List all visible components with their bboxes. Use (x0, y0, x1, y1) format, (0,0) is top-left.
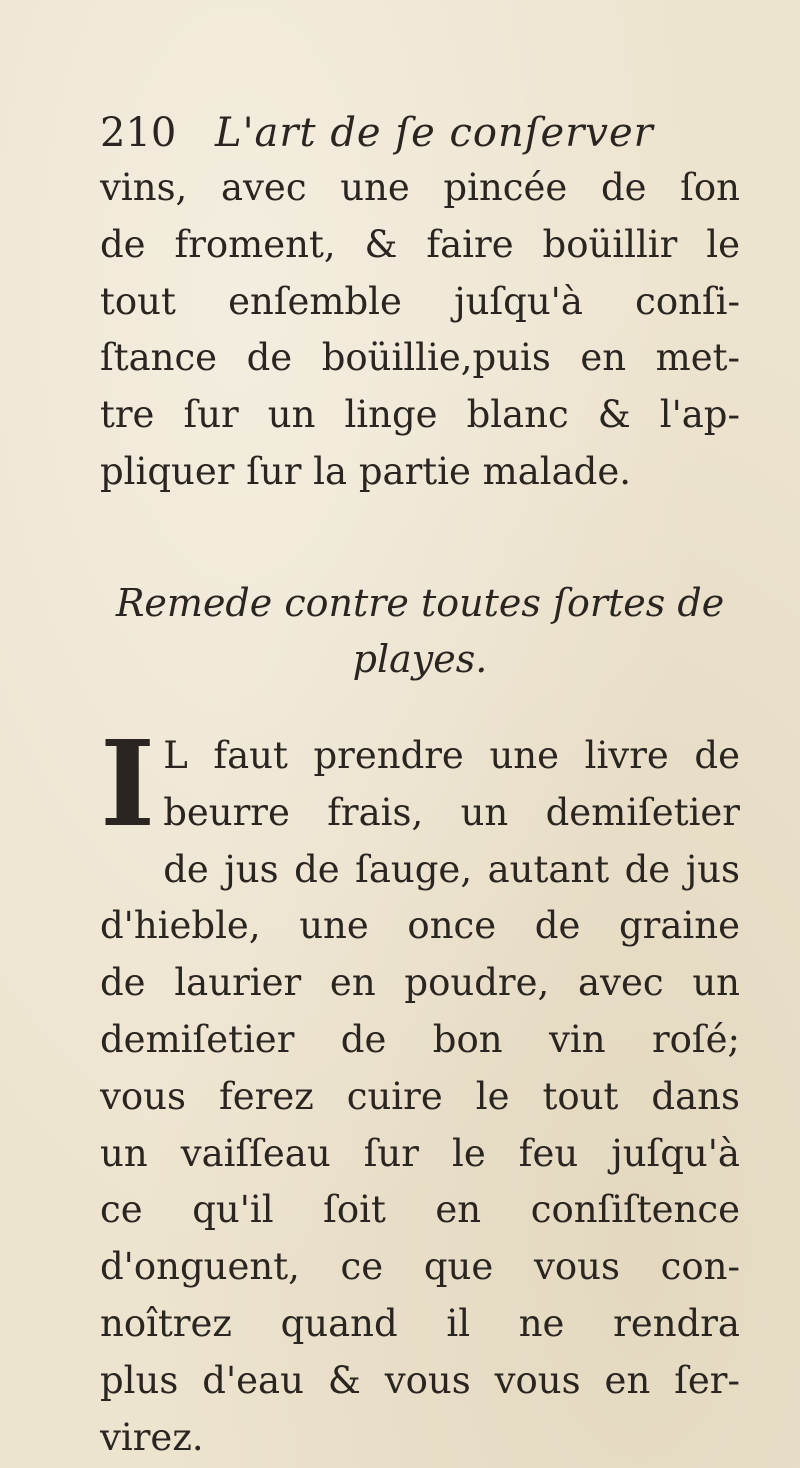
text-line: ſtance de boüillie,puis en met- (100, 336, 740, 380)
running-title: L'art de ſe conſerver (215, 110, 654, 156)
text-line: pliquer ſur la partie malade. (100, 449, 632, 493)
paragraph-1 (100, 160, 740, 501)
text-line: plus d'eau & vous vous en ſer- (100, 1358, 740, 1402)
text-line: L faut prendre une livre de (163, 734, 740, 777)
text-line: d'onguent, ce que vous con- (100, 1245, 740, 1289)
text-line: virez. (100, 1415, 204, 1459)
text-line: demiſetier de bon vin roſé; (100, 1017, 740, 1061)
text-line: vous ferez cuire le tout dans (100, 1074, 740, 1118)
text-line: de laurier en poudre, avec un (100, 961, 740, 1005)
text-line: tout enſemble juſqu'à conſi- (100, 279, 740, 323)
text-line: un vaiſſeau ſur le feu juſqu'à (100, 1131, 740, 1175)
text-line: vins, avec une pincée de ſon (100, 166, 740, 209)
paragraph-2 (100, 714, 740, 1466)
page-number: 210 (100, 110, 177, 156)
text-line: tre ſur un linge blanc & l'ap- (100, 393, 740, 437)
text-line: de froment, & faire boüillir le (100, 222, 740, 266)
text-line: de jus de ſauge, autant de jus (163, 847, 740, 891)
text-line: ce qu'il ſoit en conſiſtence (100, 1188, 740, 1232)
text-line: beurre frais, un demiſetier (163, 790, 740, 834)
heading-line: Remede contre toutes ſortes de (115, 581, 725, 625)
heading-line: playes. (352, 637, 488, 681)
drop-capital: I (100, 714, 156, 853)
text-line: noîtrez quand il ne rendra (100, 1301, 740, 1345)
section-heading (100, 575, 740, 687)
page-header (100, 108, 654, 158)
text-line: d'hieble, une once de graine (100, 904, 740, 948)
